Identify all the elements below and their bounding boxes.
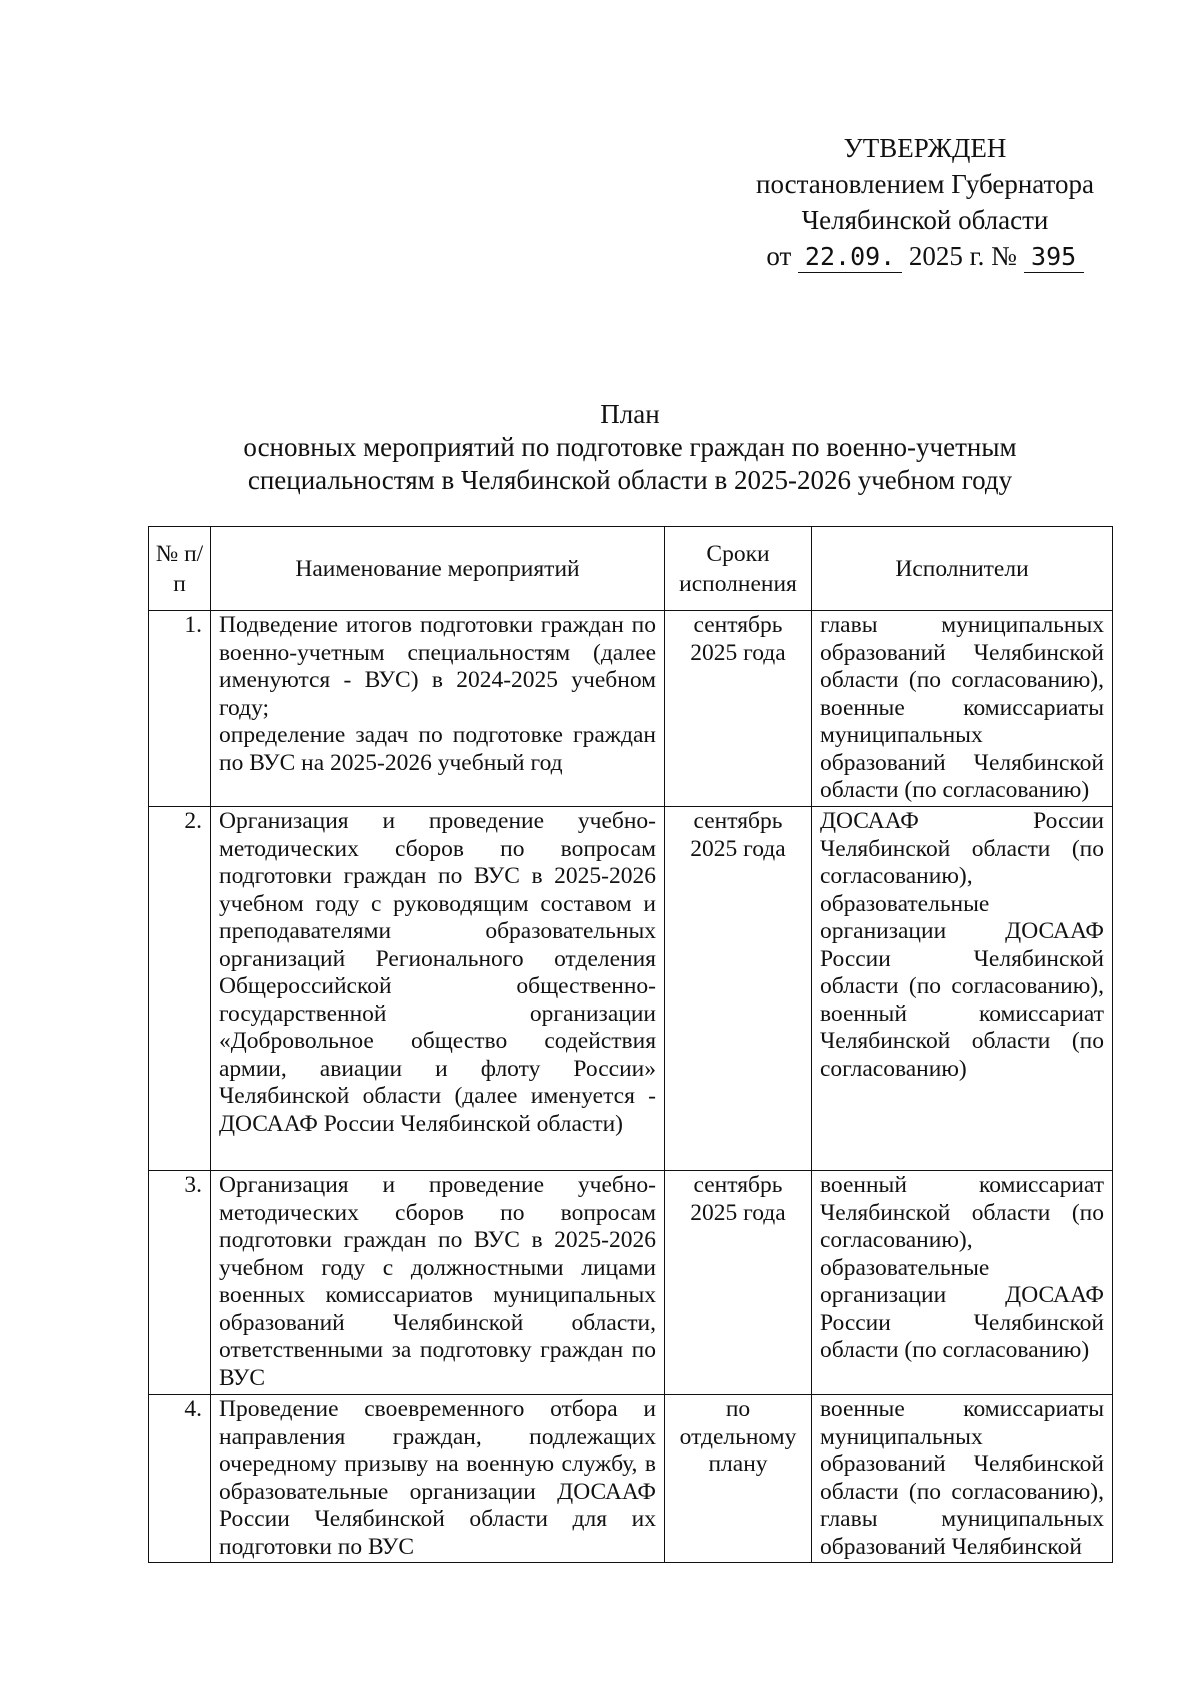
approval-heading: УТВЕРЖДЕН <box>843 133 1007 163</box>
row-name <box>211 611 665 807</box>
row-term: сентябрь 2025 года <box>665 807 812 1171</box>
row-num: 1. <box>149 611 211 807</box>
table-header-row <box>149 527 1113 611</box>
date-year: 2025 г. № <box>908 241 1017 271</box>
header-num: № п/п <box>149 527 211 611</box>
row-num: 4. <box>149 1395 211 1563</box>
plan-table <box>148 526 1113 1563</box>
plan-title <box>150 398 1110 497</box>
table-row <box>149 1171 1113 1395</box>
row-name: Организация и проведение учебно-методических сборов по вопросам подготовки граждан по ВУС в 2025-2026 учебном году с руководящим составом и преподавателями образовательных организаций Регионального отделения Общероссийской общественно-государственной организации «Добровольное общество содействия армии, авиации и флоту России» Челябинской области (далее именуется - ДОСААФ России Челябинской области) <box>211 807 665 1171</box>
row-term: сентябрь 2025 года <box>665 611 812 807</box>
date-prefix: от <box>766 241 792 271</box>
row-executors: главы муниципальных образований Челябинской области (по согласованию), военные комиссариаты муниципальных образований Челябинской области (по согласованию) <box>812 611 1113 807</box>
row-name: Организация и проведение учебно-методических сборов по вопросам подготовки граждан по ВУС в 2025-2026 учебном году с должностными лицами военных комиссариатов муниципальных образований Челябинской области, ответственными за подготовку граждан по ВУС <box>211 1171 665 1395</box>
row-name-part2: определение задач по подготовке граждан по ВУС на 2025-2026 учебный год <box>219 722 656 776</box>
row-executors: военные комиссариаты муниципальных образований Челябинской области (по согласованию), главы муниципальных образований Челябинской <box>812 1395 1113 1563</box>
table-row <box>149 1395 1113 1563</box>
row-term: по отдельному плану <box>665 1395 812 1563</box>
row-executors: ДОСААФ России Челябинской области (по согласованию), образовательные организации ДОСААФ России Челябинской области (по согласованию), военный комиссариат Челябинской области (по согласованию) <box>812 807 1113 1171</box>
table-row <box>149 611 1113 807</box>
row-num: 2. <box>149 807 211 1171</box>
header-term: Сроки исполнения <box>665 527 812 611</box>
plan-title-line1: План <box>600 399 660 429</box>
approval-decree: постановлением Губернатора <box>756 169 1094 199</box>
decree-number: 395 <box>1024 242 1084 273</box>
row-term: сентябрь 2025 года <box>665 1171 812 1395</box>
header-name: Наименование мероприятий <box>211 527 665 611</box>
approval-date-line <box>740 238 1110 274</box>
row-name-part1: Подведение итогов подготовки граждан по военно-учетным специальностям (далее именуются - ВУС) в 2024-2025 учебном году; <box>219 612 656 721</box>
plan-title-line2: основных мероприятий по подготовке граждан по военно-учетным <box>243 432 1017 462</box>
row-name: Проведение своевременного отбора и направления граждан, подлежащих очередному призыву на военную службу, в образовательные организации ДОСААФ России Челябинской области для их подготовки по ВУС <box>211 1395 665 1563</box>
approval-region: Челябинской области <box>801 205 1049 235</box>
row-num: 3. <box>149 1171 211 1395</box>
row-executors: военный комиссариат Челябинской области (по согласованию), образовательные организации ДОСААФ России Челябинской области (по согласованию) <box>812 1171 1113 1395</box>
header-executors: Исполнители <box>812 527 1113 611</box>
approval-block <box>740 130 1110 274</box>
decree-date: 22.09. <box>798 242 902 273</box>
table-row <box>149 807 1113 1171</box>
plan-title-line3: специальностям в Челябинской области в 2025-2026 учебном году <box>247 465 1013 495</box>
